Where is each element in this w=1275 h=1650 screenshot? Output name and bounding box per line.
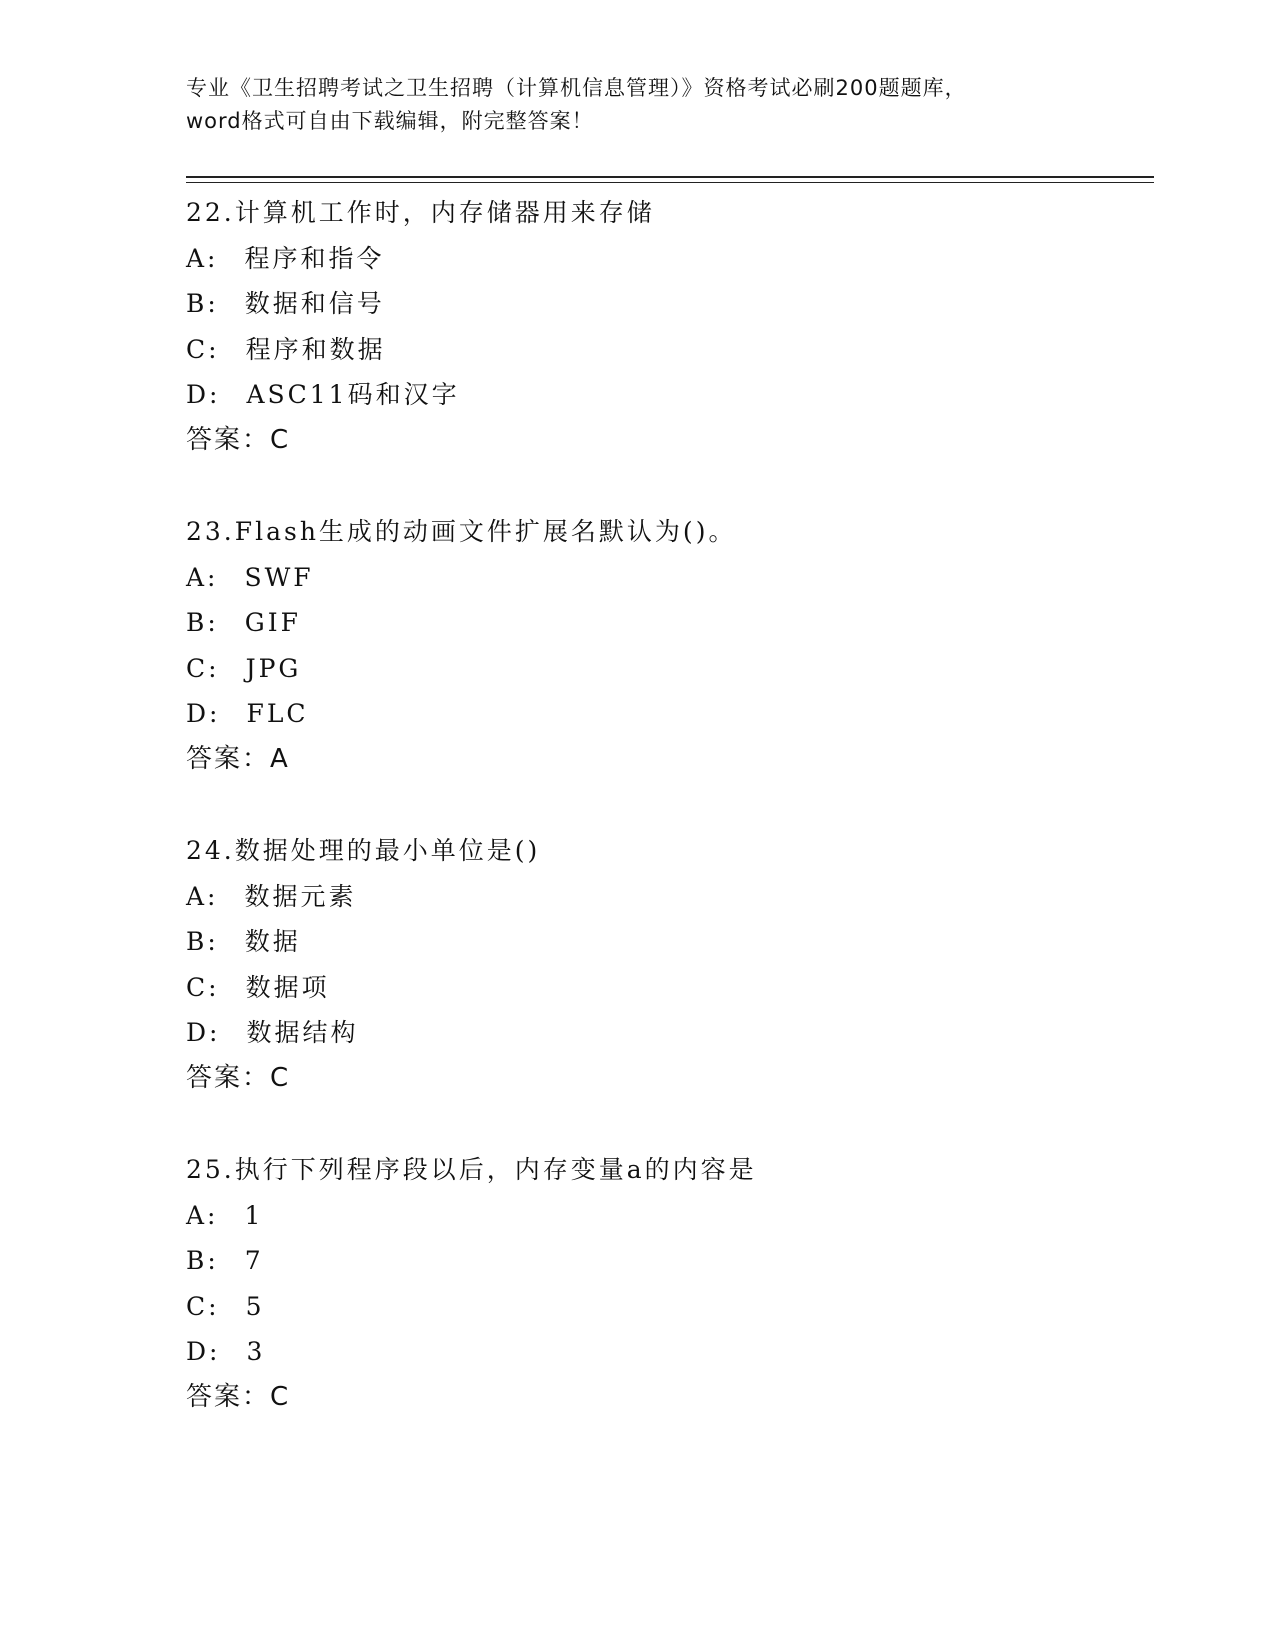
option-text: 数据项 bbox=[245, 972, 330, 1002]
option-b bbox=[186, 1238, 1146, 1284]
option-letter: D: bbox=[186, 699, 221, 728]
option-c bbox=[186, 1284, 1146, 1330]
option-letter: D: bbox=[186, 380, 221, 409]
answer: 答案：C bbox=[186, 1381, 291, 1412]
question-text: 25.执行下列程序段以后，内存变量a的内容是 bbox=[186, 1155, 757, 1184]
option-letter: A: bbox=[186, 1200, 219, 1230]
option-letter: A: bbox=[186, 881, 219, 911]
option-d bbox=[186, 1010, 1146, 1056]
option-b bbox=[186, 600, 1146, 646]
option-letter: B: bbox=[186, 608, 219, 637]
question-text: 24.数据处理的最小单位是() bbox=[186, 836, 541, 865]
option-c bbox=[186, 327, 1146, 373]
option-letter: C: bbox=[186, 653, 220, 683]
option-text: GIF bbox=[244, 608, 301, 637]
answer: 答案：A bbox=[186, 743, 290, 774]
option-text: 数据和信号 bbox=[244, 289, 385, 318]
option-text: 5 bbox=[245, 1291, 265, 1321]
option-letter: B: bbox=[186, 927, 219, 956]
header-line-1: 专业《卫生招聘考试之卫生招聘（计算机信息管理）》资格考试必刷200题题库， bbox=[186, 76, 967, 100]
option-b bbox=[186, 919, 1146, 965]
option-text: 数据元素 bbox=[244, 881, 357, 911]
option-text: FLC bbox=[246, 699, 309, 728]
option-c bbox=[186, 646, 1146, 692]
option-a bbox=[186, 236, 1146, 282]
option-letter: D: bbox=[186, 1018, 221, 1047]
option-text: 1 bbox=[244, 1200, 264, 1230]
option-text: 程序和指令 bbox=[244, 243, 385, 273]
question-list bbox=[186, 190, 1146, 1466]
option-text: 数据 bbox=[244, 927, 301, 956]
option-text: ASC11码和汉字 bbox=[246, 380, 460, 409]
option-c bbox=[186, 965, 1146, 1011]
option-d bbox=[186, 1329, 1146, 1375]
option-text: SWF bbox=[244, 562, 314, 592]
option-letter: A: bbox=[186, 243, 219, 273]
option-letter: B: bbox=[186, 289, 219, 318]
header-line-2: word格式可自由下载编辑，附完整答案！ bbox=[186, 109, 594, 133]
question-25 bbox=[186, 1147, 1146, 1420]
option-d bbox=[186, 372, 1146, 418]
answer: 答案：C bbox=[186, 424, 291, 455]
option-text: 3 bbox=[246, 1337, 266, 1366]
option-text: 程序和数据 bbox=[245, 334, 386, 364]
option-d bbox=[186, 691, 1146, 737]
option-letter: C: bbox=[186, 334, 220, 364]
option-letter: C: bbox=[186, 1291, 220, 1321]
option-b bbox=[186, 281, 1146, 327]
option-letter: A: bbox=[186, 562, 219, 592]
option-text: JPG bbox=[245, 653, 302, 683]
option-letter: B: bbox=[186, 1246, 219, 1275]
header-divider-thin bbox=[186, 182, 1154, 183]
option-text: 7 bbox=[244, 1246, 264, 1275]
question-23 bbox=[186, 509, 1146, 782]
option-letter: C: bbox=[186, 972, 220, 1002]
question-22 bbox=[186, 190, 1146, 463]
question-text: 23.Flash生成的动画文件扩展名默认为()。 bbox=[186, 517, 737, 546]
option-a bbox=[186, 1193, 1146, 1239]
option-letter: D: bbox=[186, 1337, 221, 1366]
header-divider-thick bbox=[186, 176, 1154, 178]
document-header bbox=[186, 72, 1146, 138]
option-a bbox=[186, 874, 1146, 920]
answer: 答案：C bbox=[186, 1062, 291, 1093]
option-text: 数据结构 bbox=[246, 1018, 359, 1047]
option-a bbox=[186, 555, 1146, 601]
question-24 bbox=[186, 828, 1146, 1101]
question-text: 22.计算机工作时，内存储器用来存储 bbox=[186, 198, 655, 227]
